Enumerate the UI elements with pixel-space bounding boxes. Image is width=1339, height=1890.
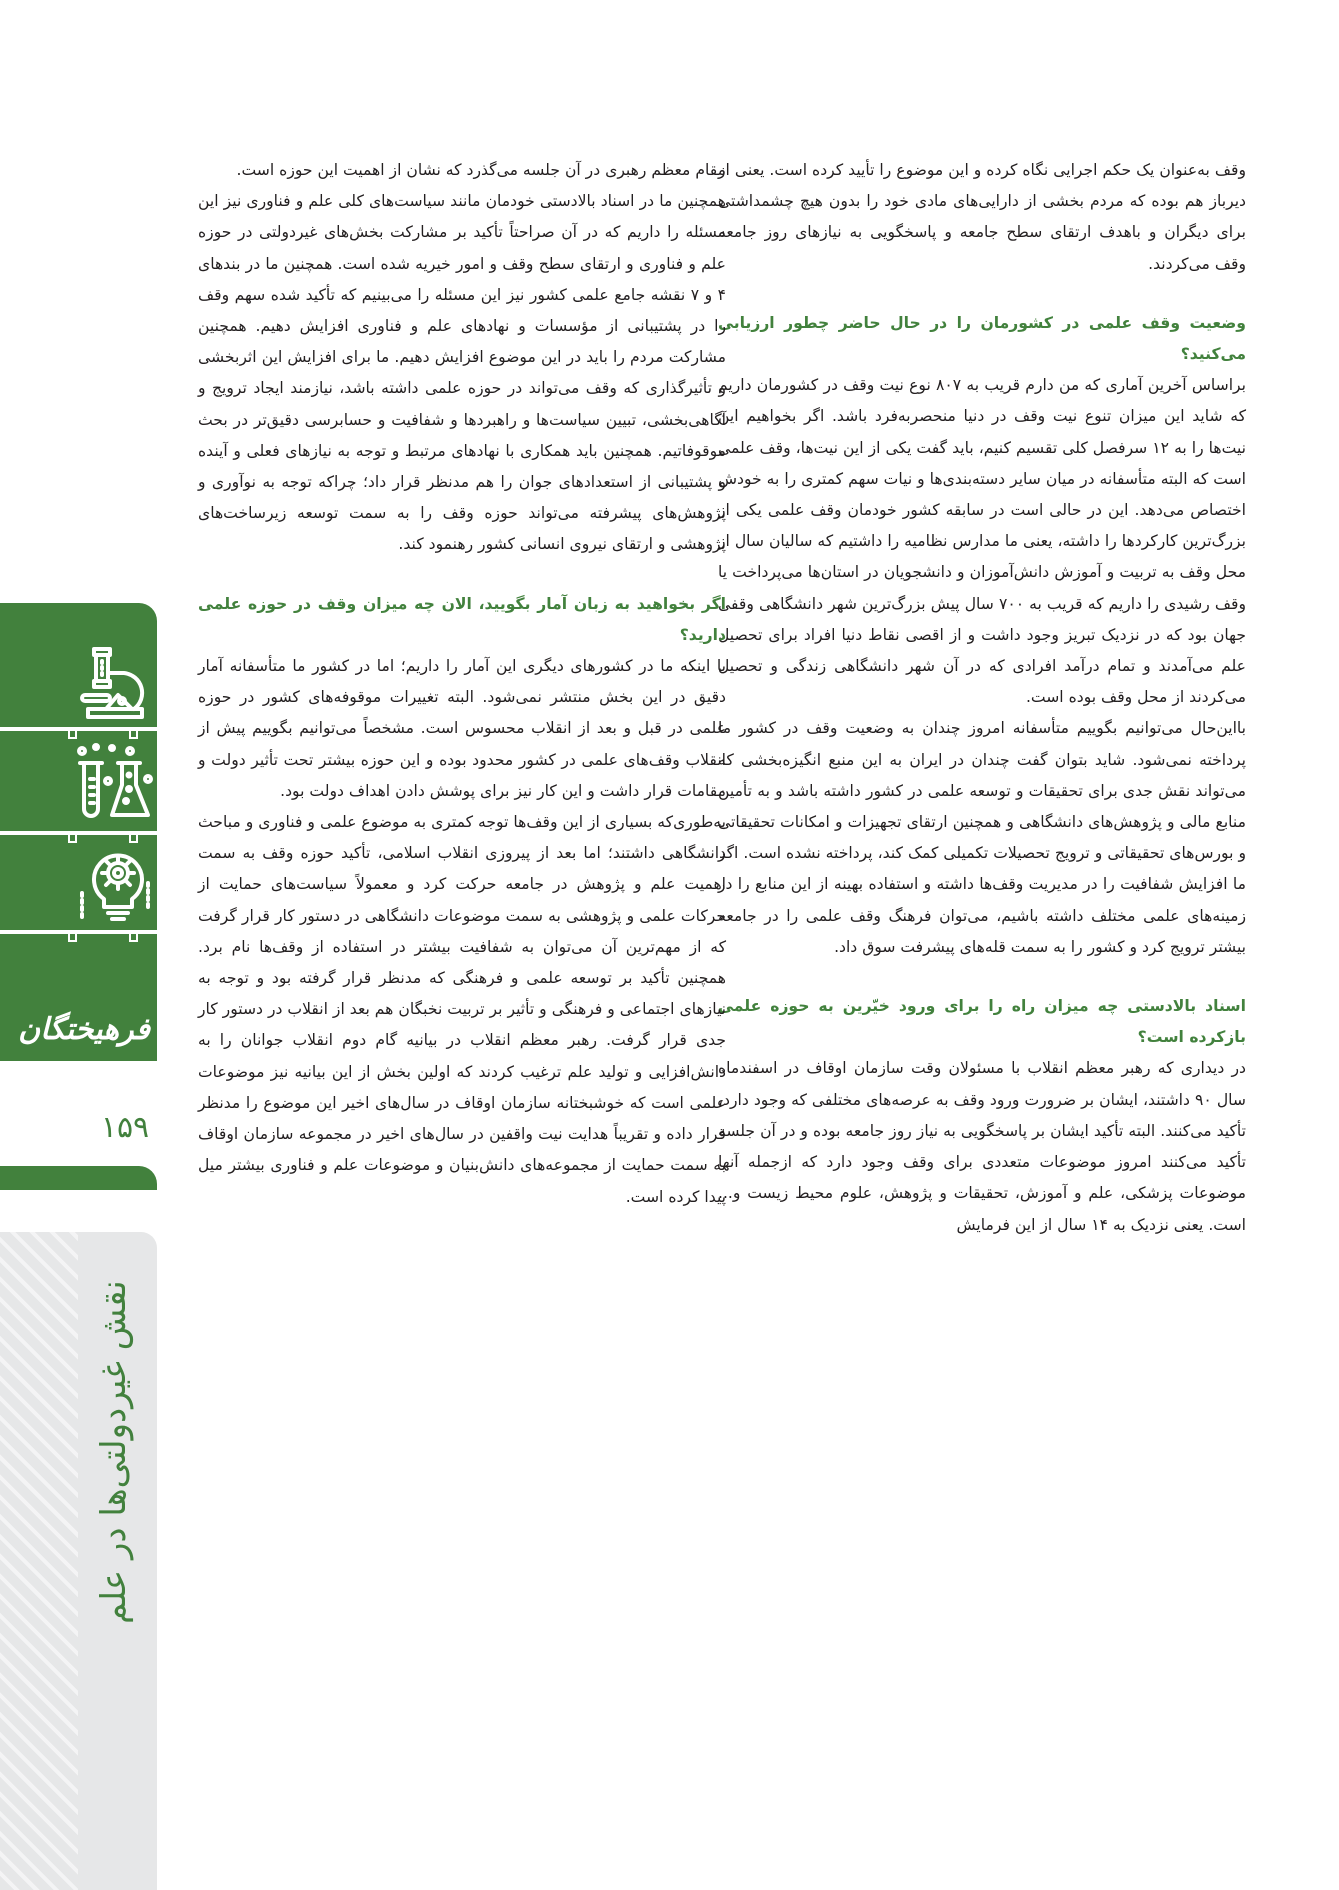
interview-question: اگر بخواهید به زبان آمار بگویید، الان چه میزان وقف در حوزه علمی دارید؟ — [198, 594, 726, 644]
section-title: نقش غیردولتی‌ها در علم — [94, 1280, 134, 1624]
lightbulb-gear-icon — [74, 843, 154, 923]
page-number: ۱۵۹ — [100, 1110, 150, 1145]
interview-question: وضعیت وقف علمی در کشورمان را در حال حاضر چطور ارزیابی می‌کنید؟ — [718, 313, 1246, 364]
paragraph: در دیداری که رهبر معظم انقلاب با مسئولان وقت سازمان اوقاف در اسفندماه سال ۹۰ داشتند، ایشان بر ضرورت ورود وقف به عرصه‌های مختلفی که وجود دارد، تأکید می‌کنند. البته تأکید ایشان بر پاسخگویی به نیاز روز جامعه بوده و در آن جلسه تأکید می‌کنند امروز موضوعات متعددی برای وقف وجود دارد که ازجمله آنها موضوعات پزشکی، علم و آموزش، تحقیقات و پژوهش، علوم محیط زیست و... است. یعنی نزدیک به ۱۴ سال از این فرمایش — [718, 1059, 1246, 1234]
sidebar-green-panel — [0, 603, 157, 1061]
test-tube-flask-icon — [74, 743, 154, 823]
paragraph: وقف به‌عنوان یک حکم اجرایی نگاه کرده و این موضوع را تأیید کرده است. یعنی از دیرباز هم بوده که مردم بخشی از دارایی‌های مادی خود را بدون هیچ چشمداشتی برای دیگران و باهدف ارتقای سطح جامعه و پاسخگویی به نیازهای روز جامعه وقف می‌کردند. — [718, 161, 1246, 273]
paragraph: همچنین ما در اسناد بالادستی خودمان مانند سیاست‌های کلی علم و فناوری نیز این مسئله را داریم که در آن صراحتاً تأکید بر مشارکت بخش‌های غیردولتی در حوزه علم و فناوری و ارتقای سطح وقف و امور خیریه شده است. همچنین ما در بندهای ۴ و ۷ نقشه جامع علمی کشور نیز این مسئله را می‌بینیم که تأکید شده سهم وقف را در پشتیبانی از مؤسسات و نهادهای علم و فناوری افزایش دهیم. همچنین مشارکت مردم را باید در این موضوع افزایش دهیم. ما برای افزایش این اثربخشی و تأثیرگذاری که وقف می‌تواند در حوزه علمی داشته باشد، نیازمند ایجاد ترویج و آگاهی‌بخشی، تبیین سیاست‌ها و راهبردها و شفافیت و حسابرسی دقیق‌تر در بحث موقوفاتیم. همچنین باید همکاری با نهادهای مرتبط و توجه به نیازهای فعلی و آینده و پشتیبانی از استعدادهای جوان را هم مدنظر قرار داد؛ چراکه توجه به نوآوری و پژوهش‌های پیشرفته می‌تواند حوزه وقف را به سمت توسعه زیرساخت‌های پژوهشی و ارتقای نیروی انسانی کشور رهنمود کند. — [198, 192, 726, 554]
paragraph: به‌طوری‌که بسیاری از این وقف‌ها توجه کمتری به موضوع علمی و فناوری و مباحث دانشگاهی داشتند؛ اما بعد از پیروزی انقلاب اسلامی، تأکید حوزه وقف به سمت اهمیت علم و پژوهش در جامعه حرکت کرد و معمولاً سیاست‌های حمایت از حرکات علمی و پژوهشی به سمت موضوعات دانشگاهی در دستور کار قرار گرفت که از مهم‌ترین آن می‌توان به شفافیت بیشتر در استفاده از وقف‌ها نام برد. همچنین تأکید بر توسعه علمی و فرهنگی که مدنظر قرار گرفته بود و توجه به نیازهای اجتماعی و فرهنگی و تأثیر بر تربیت نخبگان هم بعد از انقلاب در دستور کار جدی قرار گرفت. رهبر معظم انقلاب در بیانیه گام دوم انقلاب جوانان را به دانش‌افزایی و تولید علم ترغیب کردند که اولین بخش از این بیانیه نیز موضوعات علمی است که خوشبختانه سازمان اوقاف در سال‌های اخیر این موضوع را مدنظر قرار داده و تقریباً هدایت نیت واقفین در سال‌های اخیر در مجموعه سازمان اوقاف به سمت حمایت از مجموعه‌های دانش‌بنیان و موضوعات علم و فناوری بیشتر میل پیدا کرده است. — [198, 813, 726, 1206]
shelf-divider — [0, 727, 157, 731]
paragraph: بااین‌حال می‌توانیم بگوییم متأسفانه امروز چندان به وضعیت وقف در کشور ما پرداخته نمی‌شود. شاید بتوان گفت چندان در ایران به این منبع انگیزه‌بخشی که می‌تواند نقش جدی برای تحقیقات و توسعه علمی در کشور داشته باشد و به تأمین منابع مالی و پژوهش‌های دانشگاهی و همچنین ارتقای تجهیزات و امکانات تحقیقاتی و بورس‌های تحقیقاتی و ترویج تحصیلات تکمیلی کمک کند، پرداخته نشده است. اگر ما افزایش شفافیت را در مدیریت وقف‌ها داشته و استفاده بهینه از این منابع را در زمینه‌های علمی مختلف داشته باشیم، می‌توان فرهنگ وقف علمی را در جامعه بیشتر ترویج کرد و کشور را به سمت قله‌های پیشرفت سوق داد. — [718, 719, 1246, 956]
diagonal-stripes-decoration — [0, 1232, 78, 1890]
paragraph: براساس آخرین آماری که من دارم قریب به ۸۰۷ نوع نیت وقف در کشورمان داریم که شاید این میزان تنوع نیت وقف در دنیا منحصربه‌فرد باشد. اگر بخواهیم این نیت‌ها را به ۱۲ سرفصل کلی تقسیم کنیم، باید گفت یکی از این نیت‌ها، وقف علمی است که البته متأسفانه در میان سایر دسته‌بندی‌ها و نیات سهم کمتری را به خودش اختصاص می‌دهد. این در حالی است در سابقه کشور خودمان وقف علمی یکی از بزرگ‌ترین کارکردها را داشته، یعنی ما مدارس نظامیه را داشتیم که سالیان سال از محل وقف به تربیت و آموزش دانش‌آموزان و دانشجویان در استان‌ها می‌پرداخت یا وقف رشیدی را داریم که قریب به ۷۰۰ سال پیش بزرگ‌ترین شهر دانشگاهی وقفی جهان بود که در نزدیک تبریز وجود داشت و از اقصی نقاط دنیا افراد برای تحصیل علم می‌آمدند و تمام درآمد افرادی که در آن شهر دانشگاهی زندگی و تحصیل می‌کردند از محل وقف بوده است. — [718, 376, 1246, 707]
article-column-left — [198, 155, 726, 1213]
shelf-divider — [0, 831, 157, 835]
interview-question: اسناد بالادستی چه میزان راه را برای ورود خیّرین به حوزه علمی بازکرده است؟ — [718, 997, 1246, 1047]
brand-logo: فرهیختگان — [18, 1012, 150, 1047]
article-column-right — [718, 155, 1246, 1241]
sidebar-section-panel — [0, 1232, 157, 1890]
paragraph: مقام معظم رهبری در آن جلسه می‌گذرد که نشان از اهمیت این حوزه است. — [236, 161, 726, 179]
microscope-icon — [74, 643, 154, 723]
paragraph: با اینکه ما در کشورهای دیگری این آمار را داریم؛ اما در کشور ما متأسفانه آمار دقیق در این بخش منتشر نمی‌شود. البته تغییرات موقوفه‌های کشور در حوزه علمی در قبل و بعد از انقلاب محسوس است. مشخصاً می‌توانیم بگوییم پیش از انقلاب وقف‌های علمی در کشور محدود بوده و این حوزه بیشتر تحت تأثیر دولت و مقامات قرار داشت و این کار نیز برای پوشش دادن اهداف دولت بود. — [198, 657, 726, 800]
sidebar-green-tab — [0, 1166, 157, 1190]
shelf-divider — [0, 930, 157, 934]
